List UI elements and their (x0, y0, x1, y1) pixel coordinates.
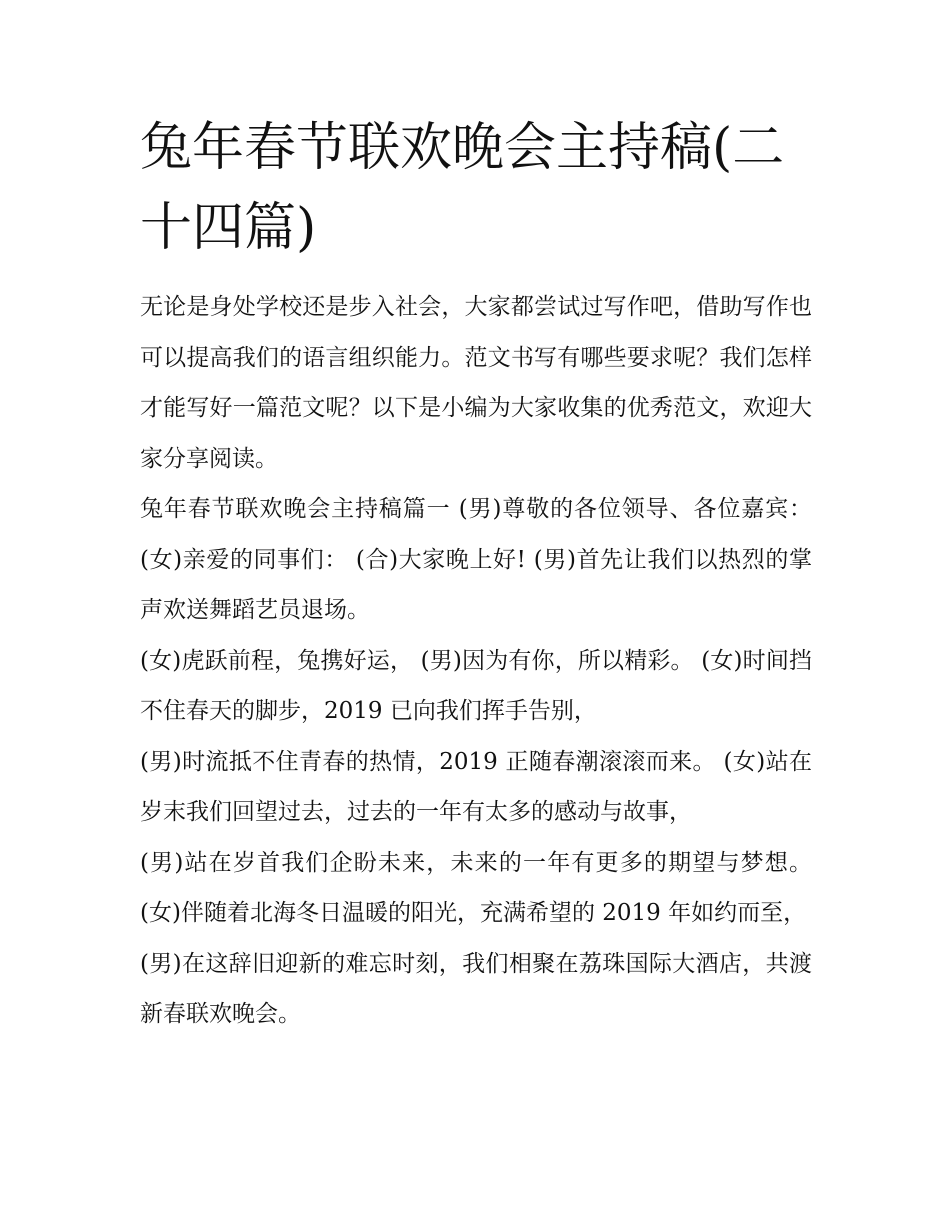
paragraph-2: (女)虎跃前程，兔携好运， (男)因为有你，所以精彩。 (女)时间挡不住春天的脚步，2019 已向我们挥手告别， (140, 647, 812, 724)
paragraph-5: (男)在这辞旧迎新的难忘时刻，我们相聚在荔珠国际大酒店，共渡新春联欢晚会。 (140, 950, 812, 1027)
paragraph-3: (男)时流抵不住青春的热情，2019 正随春潮滚滚而来。 (女)站在岁末我们回望过去，过去的一年有太多的感动与故事， (140, 748, 812, 825)
paragraph-intro: 无论是身处学校还是步入社会，大家都尝试过写作吧，借助写作也可以提高我们的语言组织能力。范文书写有哪些要求呢？我们怎样才能写好一篇范文呢？以下是小编为大家收集的优秀范文，欢迎大家分享阅读。 (140, 294, 812, 472)
paragraph-4: (男)站在岁首我们企盼未来，未来的一年有更多的期望与梦想。 (女)伴随着北海冬日温暖的阳光，充满希望的 2019 年如约而至， (140, 849, 812, 926)
paragraph-1: 兔年春节联欢晚会主持稿篇一 (男)尊敬的各位领导、各位嘉宾： (女)亲爱的同事们： (合)大家晚上好! (男)首先让我们以热烈的掌声欢送舞蹈艺员退场。 (140, 496, 812, 623)
document-title: 兔年春节联欢晚会主持稿(二十四篇) (140, 118, 785, 258)
document-page (140, 108, 812, 1040)
